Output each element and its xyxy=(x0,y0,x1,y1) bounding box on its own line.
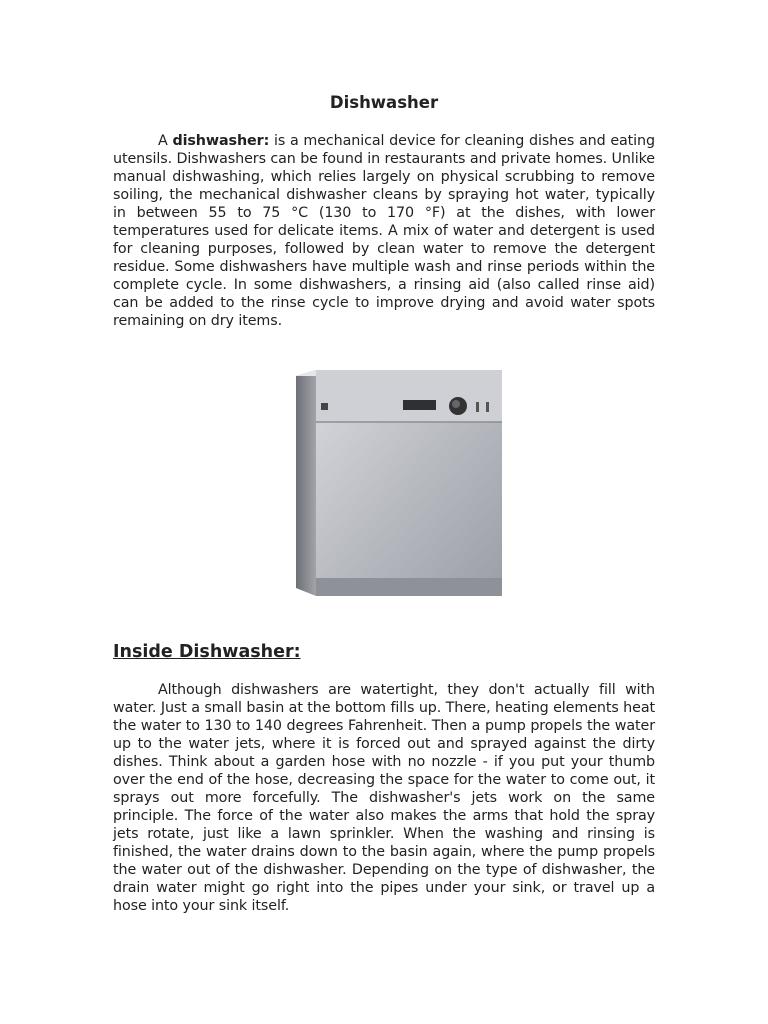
dishwasher-image xyxy=(288,364,510,604)
intro-text: is a mechanical device for cleaning dishes and eating utensils. Dishwashers can be found in restaurants and private homes. Unlike manual dishwashing, which relies largely on physical scrubbing to remove soiling, the mechanical dishwasher cleans by spraying hot water, typically in between 55 to 75 °C (130 to 170 °F) at the dishes, with lower temperatures used for delicate items. A mix of water and detergent is used for cleaning purposes, followed by clean water to remove the detergent residue. Some dishwashers have multiple wash and rinse periods within the complete cycle. In some dishwashers, a rinsing aid (also called rinse aid) can be added to the rinse cycle to improve drying and avoid water spots remaining on dry items. xyxy=(113,133,655,329)
section-paragraph: Although dishwashers are watertight, they don't actually fill with water. Just a small basin at the bottom fills up. There, heating elements heat the water to 130 to 140 degrees Fahrenheit. Then a pump propels the water up to the water jets, where it is forced out and sprayed against the dirty dishes. Think about a garden hose with no nozzle - if you put your thumb over the end of the hose, decreasing the space for the water to come out, it sprays out more forcefully. The dishwasher's jets work on the same principle. The force of the water also makes the arms that hold the spray jets rotate, just like a lawn sprinkler. When the washing and rinsing is finished, the water drains down to the basin again, where the pump propels the water out of the dishwasher. Depending on the type of dishwasher, the drain water might go right into the pipes under your sink, or travel up a hose into your sink itself. xyxy=(113,682,655,914)
section-heading: Inside Dishwasher: xyxy=(113,642,301,662)
intro-term: dishwasher: xyxy=(172,133,270,149)
intro-paragraph xyxy=(113,132,655,330)
intro-lead: A xyxy=(158,133,173,149)
document-title: Dishwasher xyxy=(329,93,439,112)
